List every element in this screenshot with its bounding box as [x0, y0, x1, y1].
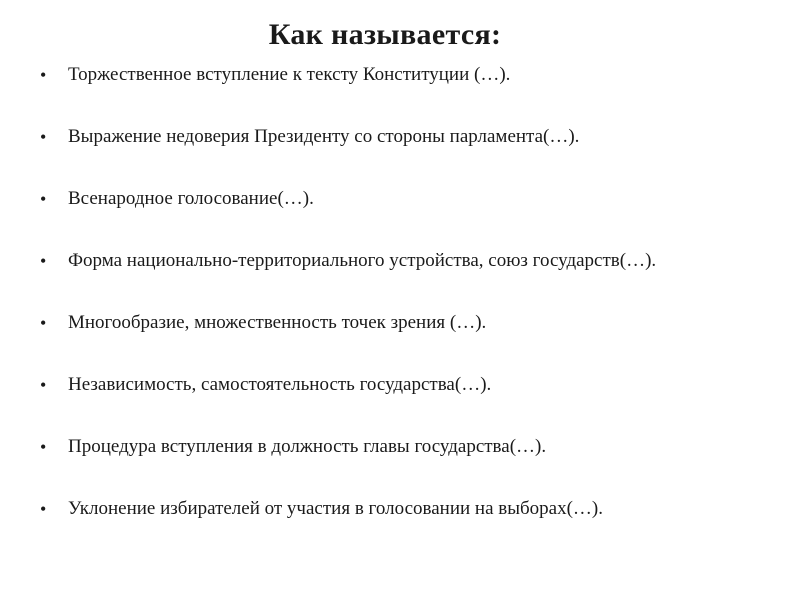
question-item [40, 60, 780, 122]
question-text: Уклонение избирателей от участия в голосовании на выборах(…). [68, 498, 603, 519]
question-text: Независимость, самостоятельность государства(…). [68, 374, 492, 395]
question-item [40, 494, 780, 556]
bullet-icon: • [40, 65, 47, 85]
bullet-icon: • [40, 437, 47, 457]
bullet-icon: • [40, 499, 47, 519]
bullet-icon: • [40, 251, 47, 271]
question-item [40, 308, 780, 370]
question-text: Процедура вступления в должность главы государства(…). [68, 436, 547, 457]
bullet-icon: • [40, 127, 47, 147]
question-text: Форма национально-территориального устройства, союз государств(…). [68, 250, 657, 271]
question-item [40, 184, 780, 246]
bullet-icon: • [40, 189, 47, 209]
question-text: Торжественное вступление к тексту Конституции (…). [68, 64, 511, 85]
question-text: Многообразие, множественность точек зрения (…). [68, 312, 487, 333]
question-item [40, 432, 780, 494]
question-text: Всенародное голосование(…). [68, 188, 314, 209]
bullet-icon: • [40, 313, 47, 333]
bullet-icon: • [40, 375, 47, 395]
question-item [40, 246, 780, 308]
question-item [40, 122, 780, 184]
question-text: Выражение недоверия Президенту со стороны парламента(…). [68, 126, 580, 147]
question-item [40, 370, 780, 432]
slide-title: Как называется: [268, 18, 502, 51]
question-list [40, 60, 780, 556]
